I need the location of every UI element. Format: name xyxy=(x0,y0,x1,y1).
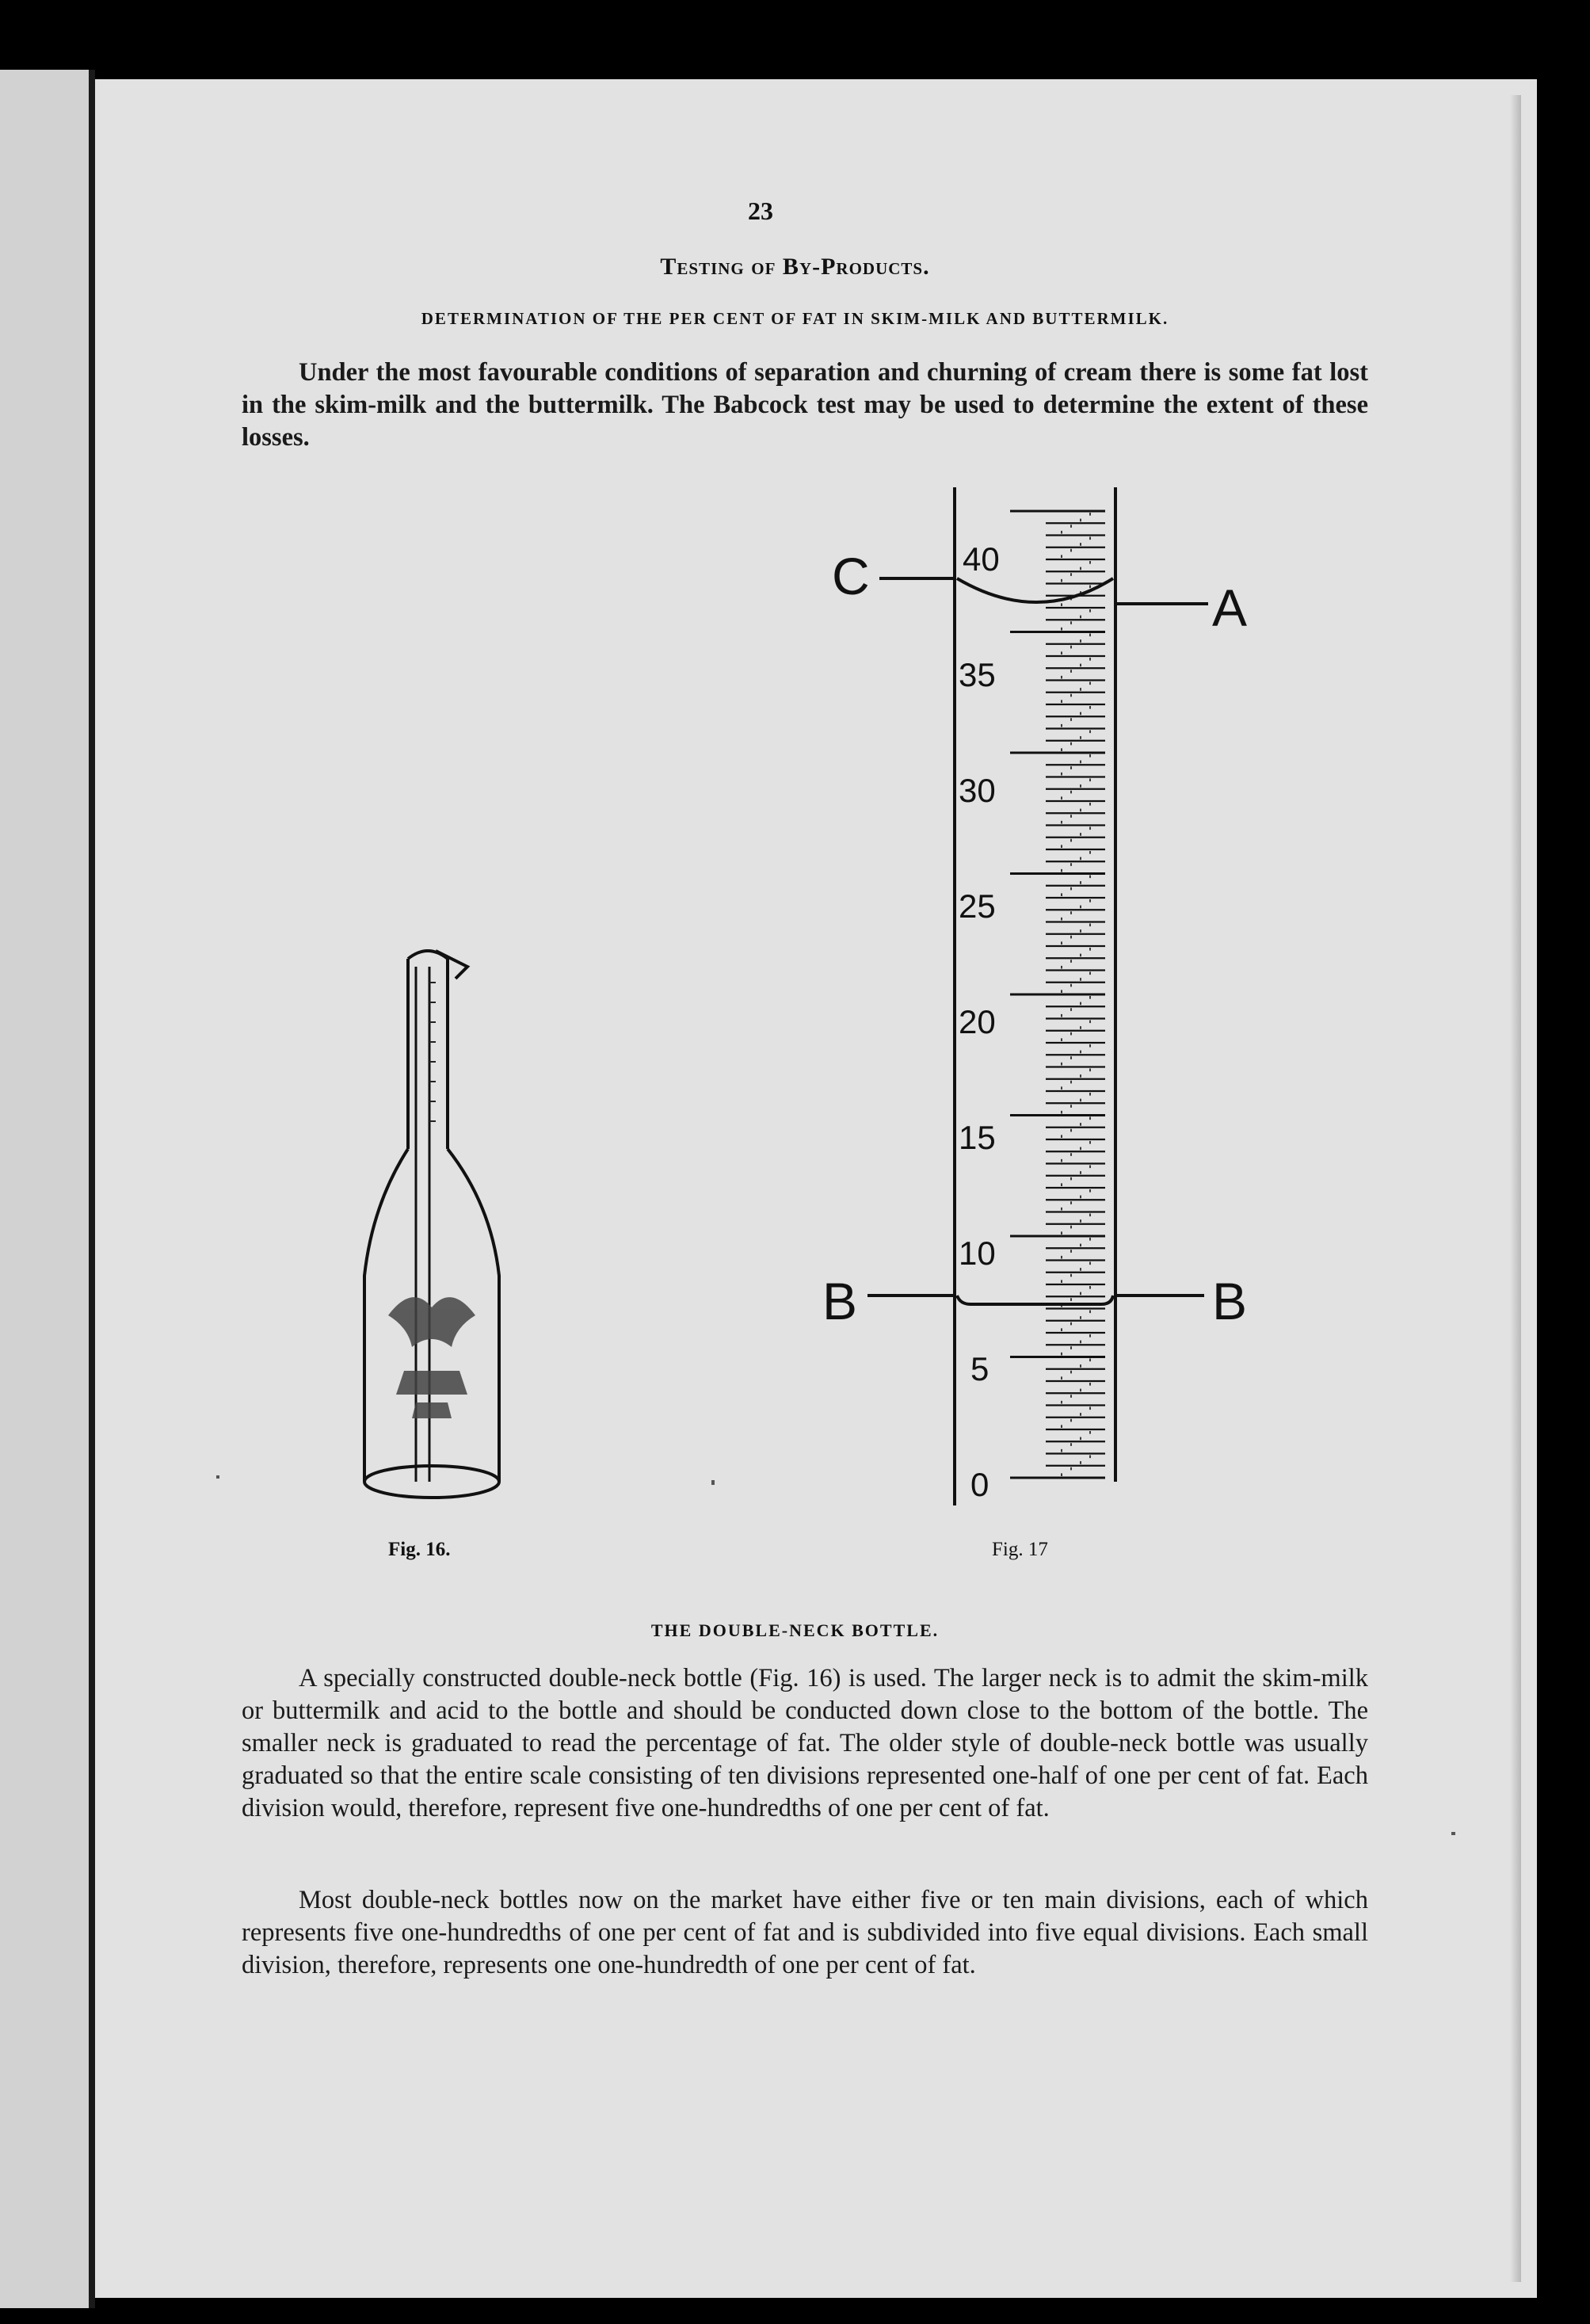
scale-label-30: 30 xyxy=(959,772,996,809)
scan-speck xyxy=(216,1475,219,1479)
scale-label-10: 10 xyxy=(959,1235,996,1272)
marker-b-left-label: B xyxy=(822,1272,858,1330)
double-neck-bottle-illustration xyxy=(341,935,523,1513)
marker-b-right-label: B xyxy=(1212,1272,1248,1330)
marker-c-label: C xyxy=(832,547,870,605)
section-title: Testing of By-Products. xyxy=(660,254,930,280)
scale-label-25: 25 xyxy=(959,887,996,925)
figure-16-caption: Fig. 16. xyxy=(388,1539,451,1560)
scan-speck xyxy=(1451,1832,1455,1835)
figure-17-caption: Fig. 17 xyxy=(992,1539,1048,1560)
adjacent-page-edge xyxy=(0,70,89,2308)
graduated-scale-diagram xyxy=(792,475,1283,1521)
scale-label-0: 0 xyxy=(970,1466,989,1503)
body-paragraph-2: Most double-neck bottles now on the market have either five or ten main divisions, each of which represents five one-hundredths of one per cent of fat and is subdivided into five equal divisions. Each small division, therefore, represents one one-hundredth of one per cent of fat. xyxy=(242,1886,1368,1979)
scale-label-15: 15 xyxy=(959,1119,996,1156)
double-neck-heading: THE DOUBLE-NECK BOTTLE. xyxy=(650,1620,940,1640)
marker-a-label: A xyxy=(1212,578,1248,637)
book-gutter xyxy=(89,70,95,2308)
page-edge-shadow xyxy=(1510,95,1521,2282)
scale-label-40: 40 xyxy=(963,540,1000,578)
body-paragraph-1: A specially constructed double-neck bottle (Fig. 16) is used. The larger neck is to admit the skim-milk or buttermilk and acid to the bottle and should be conducted down close to the bottom of the bottle. The smaller neck is graduated to read the percentage of fat. The older style of double-neck bottle was usually graduated so that the entire scale consisting of ten divisions represented one-half of one per cent of fat. Each division would, therefore, represent five one-hundredths of one per cent of fat. xyxy=(242,1664,1368,1822)
page-number: 23 xyxy=(748,197,773,225)
scale-label-20: 20 xyxy=(959,1003,996,1040)
scale-label-35: 35 xyxy=(959,656,996,693)
scale-ticks xyxy=(1010,511,1105,1478)
section-subtitle: DETERMINATION OF THE PER CENT OF FAT IN SKIM-MILK AND BUTTERMILK. xyxy=(421,309,1169,328)
scan-speck xyxy=(711,1480,715,1485)
intro-paragraph: Under the most favourable conditions of separation and churning of cream there is some fat lost in the skim-milk and the buttermilk. The Babcock test may be used to determine the extent of these losses. xyxy=(242,358,1368,452)
scale-label-5: 5 xyxy=(970,1350,989,1387)
